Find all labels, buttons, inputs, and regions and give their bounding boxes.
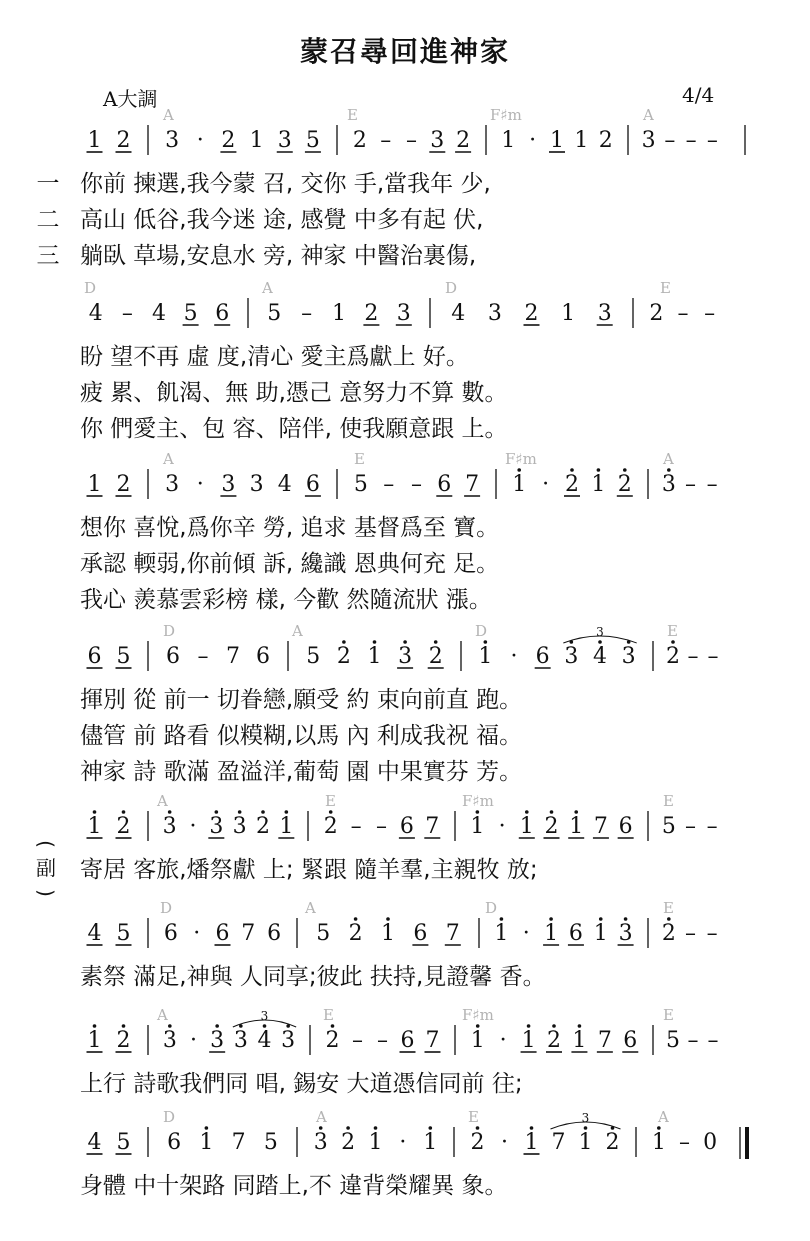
octave-dot <box>570 468 574 472</box>
octave-dot <box>624 917 628 921</box>
octave-dot <box>386 917 390 921</box>
note-digit: · <box>190 1028 197 1053</box>
octave-dot <box>285 810 289 814</box>
note-digit: 6 <box>568 921 583 946</box>
note-digit: · <box>498 814 506 839</box>
note-digit: 6 <box>399 814 414 839</box>
octave-dot <box>667 468 671 472</box>
lyric-line: 高山 低谷,我今迷 途, 感覺 中多有起 伏, <box>80 207 484 233</box>
note-digit: 3 <box>564 644 579 669</box>
note-digit: 2 <box>116 472 131 497</box>
chord-symbol: F♯m <box>505 450 537 468</box>
note-digit: 4 <box>257 1028 272 1053</box>
lyric-line: 想你 喜悅,爲你辛 勞, 追求 基督爲至 寶。 <box>80 515 500 541</box>
note-digit: – <box>380 128 392 153</box>
note-digit: · <box>510 644 518 669</box>
note-digit: 7 <box>551 1130 566 1155</box>
note-digit: 3 <box>162 1028 177 1053</box>
octave-dot <box>93 1024 97 1028</box>
octave-dot <box>168 1024 172 1028</box>
note-digit: 5 <box>306 644 321 669</box>
note-digit: 5 <box>116 644 131 669</box>
note-digit: 5 <box>116 1130 131 1155</box>
note-digit: – <box>376 814 387 839</box>
note-digit: 3 <box>165 472 180 497</box>
note-digit: 1 <box>367 644 382 669</box>
note-digit: 6 <box>166 644 180 669</box>
note-digit: · <box>196 472 204 497</box>
chord-symbol: A <box>163 106 174 124</box>
note-digit: – <box>679 1130 690 1155</box>
octave-dot <box>527 1024 531 1028</box>
note-digit: 3 <box>249 472 264 497</box>
note-digit: 2 <box>565 472 579 497</box>
note-digit: 7 <box>445 921 460 946</box>
note-digit: 2 <box>428 644 443 669</box>
lyric-line: 寄居 客旅,燔祭獻 上; 緊跟 隨羊羣,主親牧 放; <box>80 857 538 883</box>
note-digit: 1 <box>524 1130 539 1155</box>
note-digit: 6 <box>413 921 428 946</box>
octave-dot <box>342 640 346 644</box>
note-digit: · <box>196 128 204 153</box>
chord-symbol: E <box>325 792 336 810</box>
note-digit: 2 <box>323 814 338 839</box>
chorus-label: ) <box>34 889 58 897</box>
chorus-label: 副 <box>36 856 56 880</box>
triplet-number: 3 <box>581 1111 590 1125</box>
note-digit: 1 <box>521 1028 536 1053</box>
octave-dot <box>671 640 675 644</box>
octave-dot <box>530 1126 534 1130</box>
note-digit: 3 <box>641 128 656 153</box>
octave-dot <box>354 917 358 921</box>
lyric-line: 承認 輭弱,你前傾 訴, 纔識 恩典何充 足。 <box>80 551 500 577</box>
note-digit: 1 <box>569 814 584 839</box>
octave-dot <box>122 810 126 814</box>
octave-dot <box>263 1024 267 1028</box>
note-digit: 3 <box>165 128 180 153</box>
note-digit: · <box>499 1028 507 1053</box>
octave-dot <box>599 917 603 921</box>
note-digit: 3 <box>398 644 413 669</box>
note-digit: 3 <box>232 814 247 839</box>
triplet-number: 3 <box>596 625 604 639</box>
octave-dot <box>168 810 172 814</box>
lyric-line: 神家 詩 歌滿 盈溢洋,葡萄 園 中果實芬 芳。 <box>80 759 523 785</box>
note-digit: 1 <box>87 1028 102 1053</box>
chord-symbol: A <box>316 1108 327 1126</box>
note-digit: 2 <box>605 1130 620 1155</box>
note-digit: · <box>193 921 201 946</box>
note-digit: 4 <box>87 921 102 946</box>
note-digit: 6 <box>256 644 270 669</box>
note-digit: 2 <box>544 814 559 839</box>
note-digit: 1 <box>593 921 608 946</box>
note-digit: 1 <box>578 1130 593 1155</box>
note-digit: 2 <box>336 644 351 669</box>
chord-symbol: D <box>160 899 173 917</box>
note-digit: 6 <box>618 814 633 839</box>
octave-dot <box>476 1126 480 1130</box>
lyric-line: 上行 詩歌我們同 唱, 錫安 大道憑信同前 往; <box>80 1071 523 1097</box>
octave-dot <box>403 640 407 644</box>
note-digit: 1 <box>572 1028 587 1053</box>
chord-symbol: A <box>663 450 674 468</box>
note-digit: 1 <box>478 644 493 669</box>
note-digit: 2 <box>649 301 664 326</box>
octave-dot <box>346 1126 350 1130</box>
chord-symbol: E <box>354 450 365 468</box>
octave-dot <box>122 1024 126 1028</box>
note-digit: 3 <box>162 814 177 839</box>
lyric-line: 躺臥 草場,安息水 旁, 神家 中醫治裏傷, <box>80 243 477 269</box>
note-digit: 5 <box>661 814 676 839</box>
octave-dot <box>598 640 602 644</box>
note-digit: 3 <box>233 1028 248 1053</box>
note-digit: · <box>529 128 537 153</box>
note-digit: 3 <box>210 1028 225 1053</box>
note-digit: 4 <box>87 1130 102 1155</box>
note-digit: 6 <box>167 1130 182 1155</box>
note-digit: 1 <box>512 472 527 497</box>
note-digit: 1 <box>470 1028 485 1053</box>
note-digit: 3 <box>313 1130 328 1155</box>
note-digit: 7 <box>231 1130 246 1155</box>
note-digit: · <box>542 472 550 497</box>
note-digit: – <box>664 128 676 153</box>
octave-dot <box>261 810 265 814</box>
note-digit: 1 <box>561 301 576 326</box>
note-digit: – <box>350 814 362 839</box>
note-digit: – <box>352 1028 363 1053</box>
note-digit: 6 <box>163 921 178 946</box>
octave-dot <box>484 640 488 644</box>
note-digit: 7 <box>465 472 480 497</box>
chord-symbol: F♯m <box>462 1006 494 1024</box>
note-digit: 5 <box>183 301 198 326</box>
note-digit: – <box>687 1028 699 1053</box>
octave-dot <box>578 1024 582 1028</box>
chord-symbol: E <box>663 792 674 810</box>
note-digit: 6 <box>535 644 550 669</box>
chord-symbol: D <box>163 1108 176 1126</box>
note-digit: 2 <box>666 644 680 669</box>
note-digit: 1 <box>249 128 264 153</box>
note-digit: 6 <box>267 921 282 946</box>
octave-dot <box>584 1126 588 1130</box>
note-digit: 1 <box>87 814 102 839</box>
octave-dot <box>373 640 377 644</box>
note-digit: – <box>687 644 699 669</box>
note-digit: 1 <box>199 1130 214 1155</box>
octave-dot <box>434 640 438 644</box>
chord-symbol: F♯m <box>462 792 494 810</box>
note-digit: 5 <box>305 128 320 153</box>
chord-symbol: E <box>667 622 678 640</box>
note-digit: 7 <box>425 814 440 839</box>
note-digit: 1 <box>381 921 395 946</box>
note-digit: · <box>522 921 530 946</box>
note-digit: – <box>707 644 719 669</box>
note-digit: 7 <box>425 1028 440 1053</box>
chord-symbol: E <box>663 1006 674 1024</box>
note-digit: 5 <box>666 1028 680 1053</box>
note-digit: 6 <box>623 1028 638 1053</box>
note-digit: 1 <box>332 301 346 326</box>
note-digit: 5 <box>263 1130 278 1155</box>
chord-symbol: A <box>157 792 168 810</box>
chord-symbol: A <box>292 622 303 640</box>
note-digit: 1 <box>470 814 485 839</box>
note-digit: · <box>189 814 197 839</box>
note-digit: 6 <box>215 301 230 326</box>
note-digit: 1 <box>591 472 606 497</box>
note-digit: 3 <box>661 472 676 497</box>
chord-symbol: A <box>643 106 654 124</box>
chord-symbol: D <box>485 899 498 917</box>
octave-dot <box>667 917 671 921</box>
time-signature: 4/4 <box>682 83 715 107</box>
octave-dot <box>374 1126 378 1130</box>
octave-dot <box>215 810 219 814</box>
note-digit: 6 <box>305 472 320 497</box>
chorus-label: ( <box>34 840 58 848</box>
note-digit: – <box>406 128 417 153</box>
chord-symbol: E <box>323 1006 334 1024</box>
note-digit: 5 <box>353 472 368 497</box>
note-digit: 6 <box>400 1028 415 1053</box>
note-digit: 2 <box>221 128 236 153</box>
chord-symbol: A <box>305 899 316 917</box>
note-digit: – <box>377 1028 388 1053</box>
note-digit: 2 <box>325 1028 340 1053</box>
octave-dot <box>550 810 554 814</box>
note-digit: 1 <box>519 814 534 839</box>
note-digit: – <box>411 472 422 497</box>
octave-dot <box>205 1126 209 1130</box>
note-digit: 1 <box>423 1130 438 1155</box>
note-digit: 4 <box>277 472 292 497</box>
chord-symbol: E <box>347 106 358 124</box>
note-digit: 4 <box>451 301 466 326</box>
note-digit: 7 <box>226 644 240 669</box>
octave-dot <box>238 810 242 814</box>
chord-symbol: A <box>157 1006 168 1024</box>
note-digit: 3 <box>221 472 236 497</box>
verse-number: 一 <box>36 171 60 197</box>
note-digit: 2 <box>470 1130 485 1155</box>
octave-dot <box>331 1024 335 1028</box>
note-digit: 3 <box>597 301 612 326</box>
note-digit: 3 <box>621 644 636 669</box>
lyric-line: 盼 望不再 虛 度,清心 愛主爲獻上 好。 <box>80 344 469 370</box>
note-digit: 3 <box>281 1028 296 1053</box>
note-digit: 2 <box>352 128 367 153</box>
note-digit: 6 <box>215 921 230 946</box>
note-digit: · <box>399 1130 407 1155</box>
note-digit: 2 <box>456 128 471 153</box>
note-digit: – <box>685 921 696 946</box>
lyric-line: 儘管 前 路看 似糢糊,以馬 內 利成我祝 福。 <box>80 723 523 749</box>
note-digit: 2 <box>524 301 539 326</box>
chord-symbol: E <box>468 1108 479 1126</box>
note-digit: 6 <box>437 472 452 497</box>
octave-dot <box>552 1024 556 1028</box>
note-digit: 7 <box>241 921 256 946</box>
note-digit: 3 <box>618 921 633 946</box>
octave-dot <box>319 1126 323 1130</box>
note-digit: 2 <box>256 814 270 839</box>
note-digit: – <box>706 128 718 153</box>
note-digit: – <box>685 472 696 497</box>
note-digit: 2 <box>547 1028 561 1053</box>
note-digit: 2 <box>116 814 131 839</box>
note-digit: 4 <box>88 301 103 326</box>
note-digit: 1 <box>544 921 559 946</box>
octave-dot <box>623 468 627 472</box>
note-digit: · <box>501 1130 508 1155</box>
chord-symbol: E <box>663 899 674 917</box>
octave-dot <box>500 917 504 921</box>
note-digit: – <box>121 301 133 326</box>
lyric-line: 揮別 從 前一 切眷戀,願受 約 束向前直 跑。 <box>80 687 523 713</box>
octave-dot <box>429 1126 433 1130</box>
octave-dot <box>574 810 578 814</box>
octave-dot <box>329 810 333 814</box>
octave-dot <box>597 468 601 472</box>
octave-dot <box>476 1024 480 1028</box>
note-digit: 2 <box>598 128 613 153</box>
note-digit: – <box>685 128 697 153</box>
note-digit: 2 <box>341 1130 356 1155</box>
note-digit: 4 <box>593 644 607 669</box>
chord-symbol: A <box>658 1108 669 1126</box>
note-digit: – <box>383 472 395 497</box>
note-digit: 5 <box>116 921 131 946</box>
chord-symbol: E <box>660 279 671 297</box>
triplet-number: 3 <box>260 1009 269 1023</box>
lyric-line: 素祭 滿足,神與 人同享;彼此 扶持,見證馨 香。 <box>80 964 546 990</box>
note-digit: – <box>706 472 718 497</box>
note-digit: 2 <box>116 1028 131 1053</box>
chord-symbol: A <box>163 450 174 468</box>
note-digit: 1 <box>574 128 589 153</box>
verse-number: 二 <box>36 207 60 233</box>
note-digit: 3 <box>396 301 411 326</box>
octave-dot <box>657 1126 661 1130</box>
note-digit: 1 <box>550 128 564 153</box>
note-digit: 2 <box>116 128 131 153</box>
verse-number: 三 <box>36 243 60 269</box>
lyric-line: 疲 累、飢渴、無 助,憑己 意努力不算 數。 <box>80 380 508 406</box>
chord-symbol: D <box>163 622 176 640</box>
lyric-line: 你前 揀選,我今蒙 召, 交你 手,當我年 少, <box>80 171 491 197</box>
chord-symbol: A <box>262 279 273 297</box>
key-signature: A大調 <box>103 87 158 111</box>
chord-symbol: F♯m <box>490 106 522 124</box>
note-digit: 2 <box>364 301 379 326</box>
note-digit: 3 <box>487 301 502 326</box>
note-digit: 6 <box>87 644 102 669</box>
note-digit: – <box>677 301 689 326</box>
chord-symbol: D <box>445 279 458 297</box>
note-digit: 5 <box>267 301 282 326</box>
note-digit: 4 <box>152 301 166 326</box>
hymn-title: 蒙召尋回進神家 <box>299 35 510 68</box>
note-digit: 3 <box>209 814 224 839</box>
note-digit: 2 <box>661 921 676 946</box>
note-digit: 7 <box>597 1028 612 1053</box>
note-digit: 3 <box>277 128 292 153</box>
note-digit: 7 <box>593 814 608 839</box>
note-digit: 1 <box>279 814 294 839</box>
note-digit: 1 <box>87 472 102 497</box>
note-digit: 5 <box>316 921 331 946</box>
note-digit: 3 <box>430 128 445 153</box>
lyric-line: 你 們愛主、包 容、陪伴, 使我願意跟 上。 <box>80 416 508 442</box>
octave-dot <box>549 917 553 921</box>
octave-dot <box>215 1024 219 1028</box>
chord-symbol: D <box>475 622 488 640</box>
note-digit: – <box>706 814 718 839</box>
octave-dot <box>517 468 521 472</box>
octave-dot <box>93 810 97 814</box>
note-digit: – <box>707 1028 719 1053</box>
chord-symbol: D <box>84 279 97 297</box>
note-digit: – <box>706 921 718 946</box>
note-digit: 1 <box>368 1130 383 1155</box>
note-digit: 1 <box>87 128 102 153</box>
note-digit: – <box>704 301 716 326</box>
note-digit: – <box>197 644 209 669</box>
note-digit: 2 <box>348 921 363 946</box>
octave-dot <box>476 810 480 814</box>
note-digit: 1 <box>651 1130 666 1155</box>
note-digit: – <box>301 301 313 326</box>
note-digit: – <box>685 814 696 839</box>
note-digit: 1 <box>501 128 516 153</box>
lyric-line: 我心 羨慕雲彩榜 樣, 今歡 然隨流狀 漲。 <box>80 587 492 613</box>
note-digit: 1 <box>494 921 509 946</box>
octave-dot <box>525 810 529 814</box>
note-digit: 2 <box>617 472 632 497</box>
lyric-line: 身體 中十架路 同踏上,不 違背榮耀異 象。 <box>80 1173 508 1199</box>
note-digit: 0 <box>703 1130 718 1155</box>
